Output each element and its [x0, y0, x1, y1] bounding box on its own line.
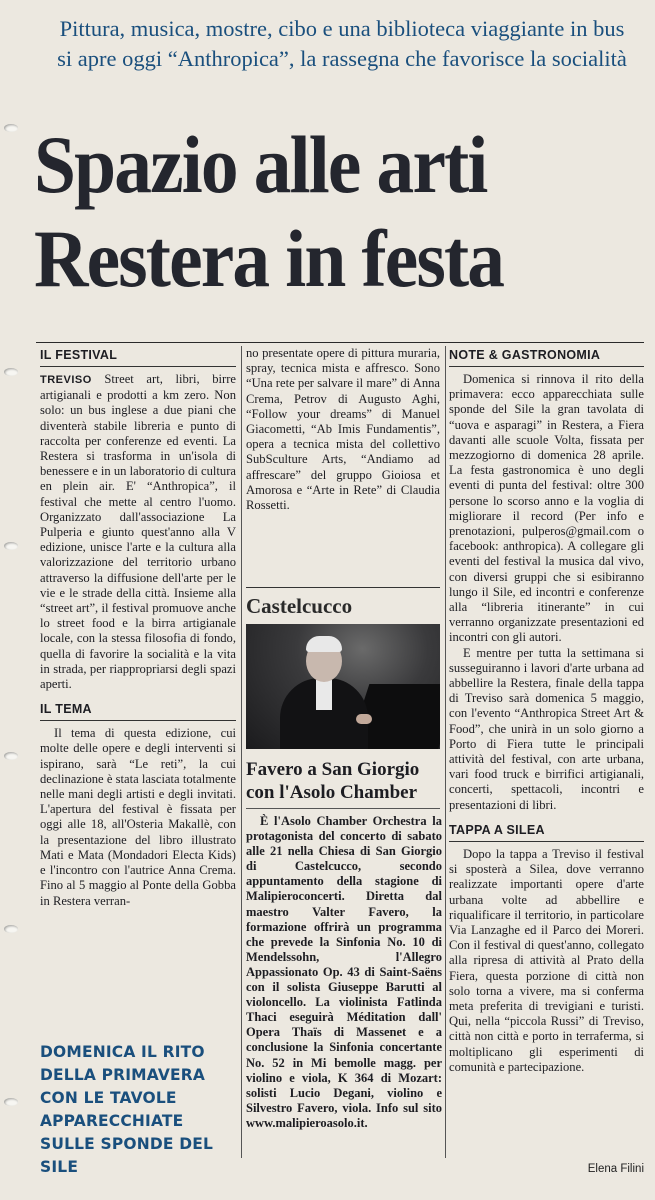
- note-paragraph: Domenica si rinnova il rito della primavera: ecco apparecchiata sulle sponde del Sile la gran tavolata di “uova e asparagi” in Restera, a Fiera davanti alle scuole Volta, fissata per mezzogiorno di domenica 28 aprile. La festa gastronomica è uno degli eventi di punta del festival: oltre 300 persone lo scorso anno e la voglia di migliorare il record (Per info e prenotazioni, pulperos@gmail.com o facebook: anthropica). A collegare gli eventi del festival la musica dal vivo, con diversi gruppi che si esibiranno lungo il Sile, ed incontri e conferenze alla “libreria itinerante” in cui verranno organizzate presentazioni ed incontri con gli autori.: [449, 372, 644, 645]
- silea-paragraph: Dopo la tappa a Treviso il festival si sposterà a Silea, dove verranno realizzate importanti opere d'arte urbana volte ad abbellire e riqualificare il territorio, in particolare Via Lanzaghe ed il Parco dei Moreri. Con il festival di quest'anno, collegato alla ripresa di attività al Prato della Fiera, questa porzione di città non solo torna a vivere, ma si conferma meta preferita di trevigiani e turisti. Qui, nella “piccola Russi” di Treviso, città non città e porto in terraferma, si moltiplicano gli esperimenti di comunità e partecipazione.: [449, 846, 644, 1074]
- concert-paragraph: È l'Asolo Chamber Orchestra la protagonista del concerto di sabato alle 21 nella Chiesa di San Giorgio di Castelcucco, secondo appuntamento della stagione di Malipieroconcerti. Diretta dal maestro Valter Favero, la formazione offrirà un programma che prevede la Sinfonia No. 10 di Mendelssohn, l'Allegro Appassionato Op. 43 di Saint-Saëns con il solista Giuseppe Barutti al violoncello. La violinista Fatlinda Thaci eseguirà Méditation dall' Opera Thaïs di Massenet e a conclusione la Sinfonia concertante No. 52 in Mi bemolle magg. per violino e viola, K 364 di Mozart: solisti Lucio Degani, violino e Silvestro Favero, viola. Info sul sito www.malipieroasolo.it.: [246, 814, 442, 1130]
- divider: [449, 841, 644, 842]
- article-subhead: [36, 14, 648, 74]
- pianist-photo: [246, 624, 440, 749]
- sidebar-box-header: [246, 587, 440, 622]
- divider: [40, 366, 236, 367]
- tema-paragraph: Il tema di questa edizione, cui molte delle opere e degli interventi si ispirano, sarà “Le reti”, la cui declinazione è stata lasciata totalmente nelle mani degli artisti e degli invitati. L'apertura del festival è fissata per oggi alle 18, all'Osteria Makallè, con la presentazione del libro illustrato Mati e Mata (Mondadori Electa Kids) e l'incontro con l'autrice Anna Crema. Fino al 5 maggio al Ponte della Gobba in Restera verran-: [40, 726, 236, 908]
- divider: [40, 720, 236, 721]
- section-heading-note: NOTE & GASTRONOMIA: [449, 348, 601, 362]
- sidebar-box-title: Castelcucco: [246, 594, 353, 618]
- column-festival: [40, 346, 236, 909]
- article-headline: [34, 118, 597, 306]
- subhead-line-2: si apre oggi “Anthropica”, la rassegna che favorisce la socialità: [57, 46, 627, 71]
- festival-paragraph: [40, 372, 236, 692]
- festival-text: Street art, libri, birre artigianali e prodotti a km zero. Non solo: un bus inglese a due piani che diventerà stabile libreria e punto di raccolta per conferenze ed eventi. La Restera si trasforma in un'isola di benessere e in un laboratorio di cultura en plein air. E' “Anthropica”, il festival che mette al centro l'uomo. Organizzato dall'associazione La Pulperia e giunto quest'anno alla V edizione, unisce l'arte e la cultura alla valorizzazione del territorio urbano attraverso la diffusione dell'arte per le vie e le strade della città. Insieme alla “street art”, il festival promuove anche lo street food e la birra artigianale locale, con la stessa filosofia di fondo, quella di favorire la socialità e la vita in strada, per riappropriarsi degli spazi aperti.: [40, 372, 236, 692]
- divider: [246, 808, 440, 809]
- headline-line-2: Restera in festa: [34, 213, 504, 304]
- byline: Elena Filini: [587, 1163, 644, 1175]
- dateline: TREVISO: [40, 374, 92, 386]
- binder-hole: [4, 124, 18, 132]
- binder-hole: [4, 1098, 18, 1106]
- column-divider: [241, 346, 242, 1158]
- pull-quote: DOMENICA IL RITO DELLA PRIMAVERA CON LE TAVOLE APPARECCHIATE SULLE SPONDE DEL SILE: [40, 1042, 214, 1176]
- divider: [36, 342, 644, 343]
- section-heading-tema: IL TEMA: [40, 702, 92, 717]
- binder-hole: [4, 752, 18, 760]
- continuation-paragraph: no presentate opere di pittura muraria, spray, tecnica mista e affresco. Sono “Una rete per salvare il mare” di Anna Crema, Petrov di Augusto Aghi, “Follow your dreams” di Manuel Giacometti, “Ab Imis Fundamentis”, opera a tecnica mista del collettivo SubSculture Arts, “Andiamo ad affrescare” del gruppo Gioiosa et Amorosa e “Arte in Rete” di Claudia Rossetti.: [246, 346, 440, 513]
- note-paragraph-2: E mentre per tutta la settimana si susseguiranno i lavori d'arte urbana ad abbellire la Restera, finale della tappa di Treviso sarà domenica 5 maggio, con l'evento “Anthropica Street Art & Food”, che unirà in un solo giorno a Porto di Fiera tutte le principali attività del festival, con arte urbana, vari food truck e birrifici artigianali, concerti, spettacoli, incontri e presentazioni di libri.: [449, 645, 644, 812]
- sidebar-headline: Favero a San Giorgio con l'Asolo Chamber: [246, 759, 420, 803]
- column-divider: [445, 346, 446, 1158]
- figure-hair: [306, 636, 342, 652]
- section-heading-silea: TAPPA A SILEA: [449, 822, 545, 837]
- binder-hole: [4, 542, 18, 550]
- subhead-line-1: Pittura, musica, mostre, cibo e una biblioteca viaggiante in bus: [59, 16, 625, 41]
- divider: [449, 366, 644, 367]
- headline-line-1: Spazio alle arti: [34, 119, 487, 210]
- figure-shirt: [316, 680, 332, 710]
- column-continuation: [246, 346, 440, 513]
- binder-hole: [4, 925, 18, 933]
- concert-column: [246, 814, 442, 1131]
- section-heading-festival: IL FESTIVAL: [40, 348, 118, 362]
- column-gastronomia: [449, 346, 644, 1075]
- figure-hands: [356, 714, 372, 724]
- binder-hole: [4, 368, 18, 376]
